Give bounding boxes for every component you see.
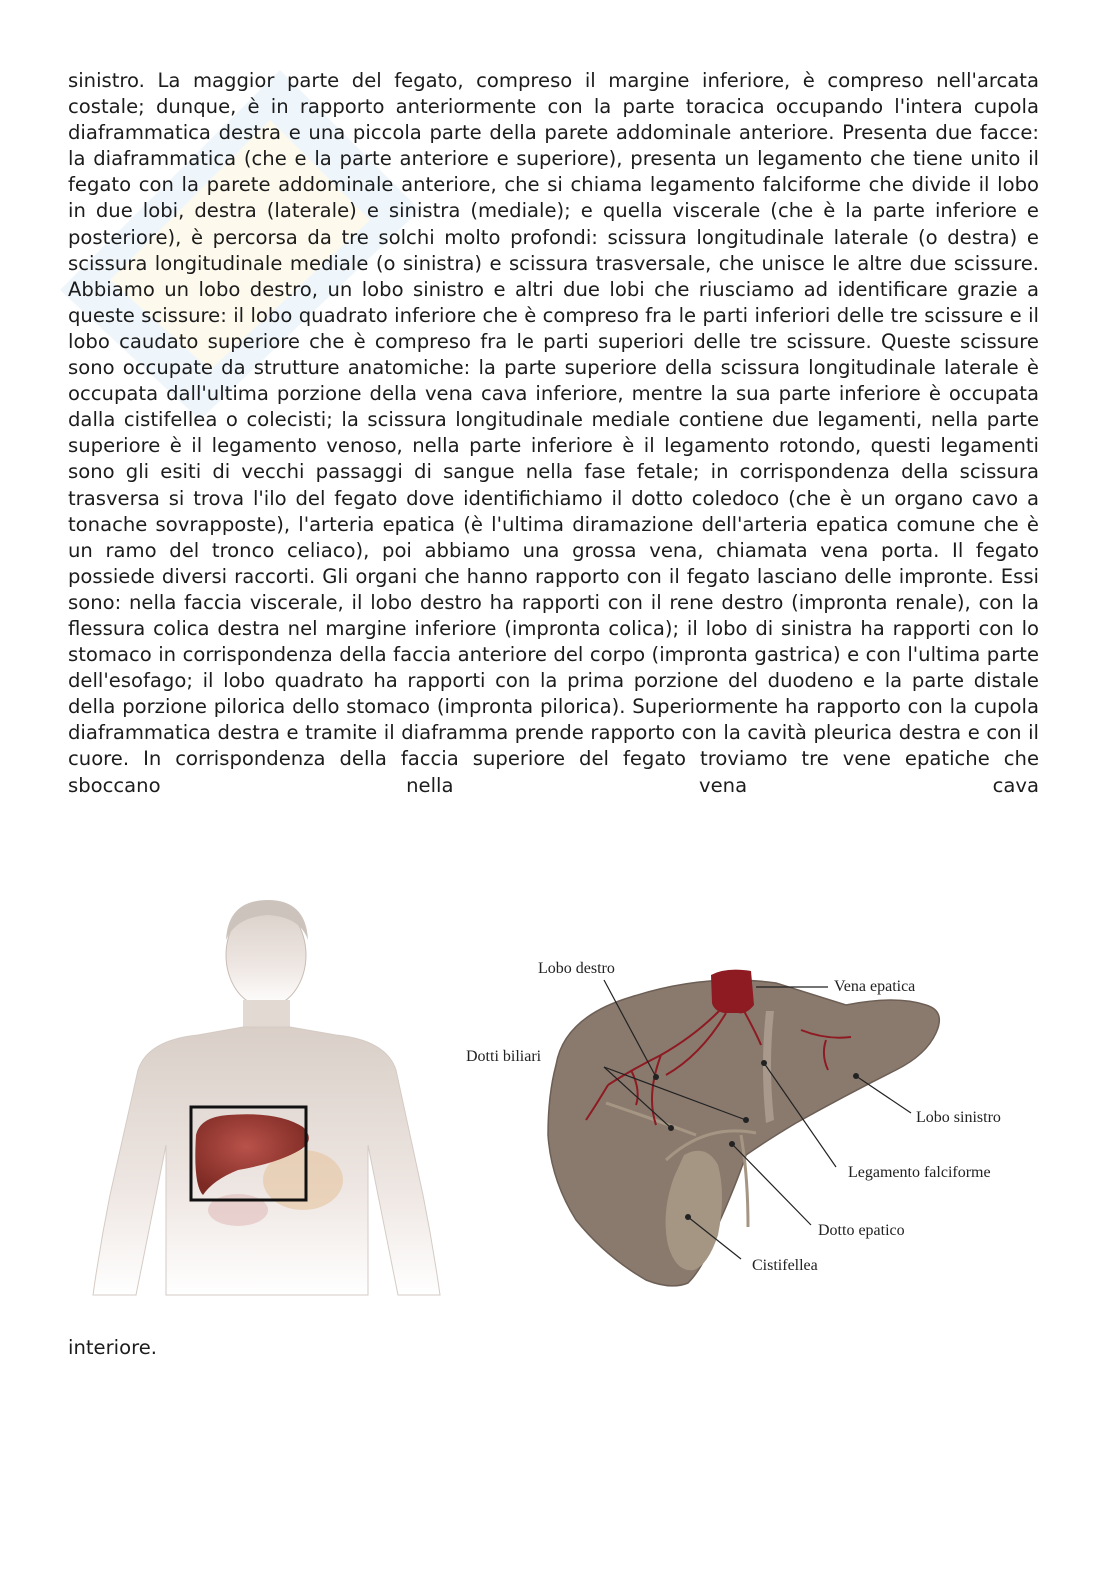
body-paragraph: sinistro. La maggior parte del fegato, compreso il margine inferiore, è compreso nell'arcata costale; dunque, è in rapporto anteriormente con la parte toracica occupando l'intera cupola diaframmatica destra e una piccola parte della parete addominale anteriore. Presenta due facce: la diaframmatica (che e la parte anteriore e superiore), presenta un legamento che tiene unito il fegato con la parete addominale anteriore, che si chiama legamento falciforme che divide il lobo in due lobi, destra (laterale) e sinistra (mediale); e quella viscerale (che è la parte inferiore e posteriore), è percorsa da tre solchi molto profondi: scissura longitudinale laterale (o destra) e scissura longitudinale mediale (o sinistra) e scissura trasversale, che unisce le altre due scissure. Abbiamo un lobo destro, un lobo sinistro e altri due lobi che riusciamo ad identificare grazie a queste scissure: il lobo quadrato inferiore che è compreso fra le parti inferiori delle tre scissure e il lobo caudato superiore che è compreso fra le parti superiori delle tre scissure. Queste scissure sono occupate da strutture anatomiche: la parte superiore della scissura longitudinale laterale è occupata dall'ultima porzione della vena cava inferiore, mentre la sua parte inferiore è occupata dalla cistifellea o colecisti; la scissura longitudinale mediale contiene due legamenti, nella parte superiore è il legamento venoso, nella parte inferiore è il legamento rotondo, questi legamenti sono gli esiti di vecchi passaggi di sangue nella fase fetale; in corrispondenza della scissura trasversa si trova l'ilo del fegato dove identifichiamo il dotto coledoco (che è un organo cavo a tonache sovrapposte), l'arteria epatica (è l'ultima diramazione dell'arteria epatica comune che è un ramo del tronco celiaco), poi abbiamo una grossa vena, chiamata vena porta. Il fegato possiede diversi raccorti. Gli organi che hanno rapporto con il fegato lasciano delle impronte. Essi sono: nella faccia viscerale, il lobo destro ha rapporti con il rene destro (impronta renale), con la flessura colica destra nel margine inferiore (impronta colica); il lobo di sinistra ha rapporti con lo stomaco in corrispondenza della faccia anteriore del corpo (impronta gastrica) e con l'ultima parte dell'esofago; il lobo quadrato ha rapporti con la prima porzione del duodeno e la parte distale della porzione pilorica dello stomaco (impronta pilorica). Superiormente ha rapporto con la cupola diaframmatica destra e tramite il diaframma prende rapporto con la cavità pleurica destra e con il cuore. In corrispondenza della faccia superiore del fegato troviamo tre vene epatiche che sboccano nella vena cava xyxy=(68,69,1039,797)
label-vena-epatica: Vena epatica xyxy=(834,978,916,995)
label-dotti-biliari: Dotti biliari xyxy=(466,1048,542,1065)
label-legamento-falciforme: Legamento falciforme xyxy=(848,1164,991,1181)
label-lobo-destro: Lobo destro xyxy=(538,960,615,977)
label-lobo-sinistro: Lobo sinistro xyxy=(916,1109,1001,1126)
label-cistifellea: Cistifellea xyxy=(752,1257,818,1274)
continuation-text: interiore. xyxy=(68,1336,157,1359)
label-dotto-epatico: Dotto epatico xyxy=(818,1222,905,1239)
liver-diagram xyxy=(456,945,1046,1305)
figures-row xyxy=(68,895,1048,1315)
hepatic-vein xyxy=(711,970,754,1014)
liver-shape xyxy=(548,980,939,1286)
torso-illustration xyxy=(78,895,448,1305)
